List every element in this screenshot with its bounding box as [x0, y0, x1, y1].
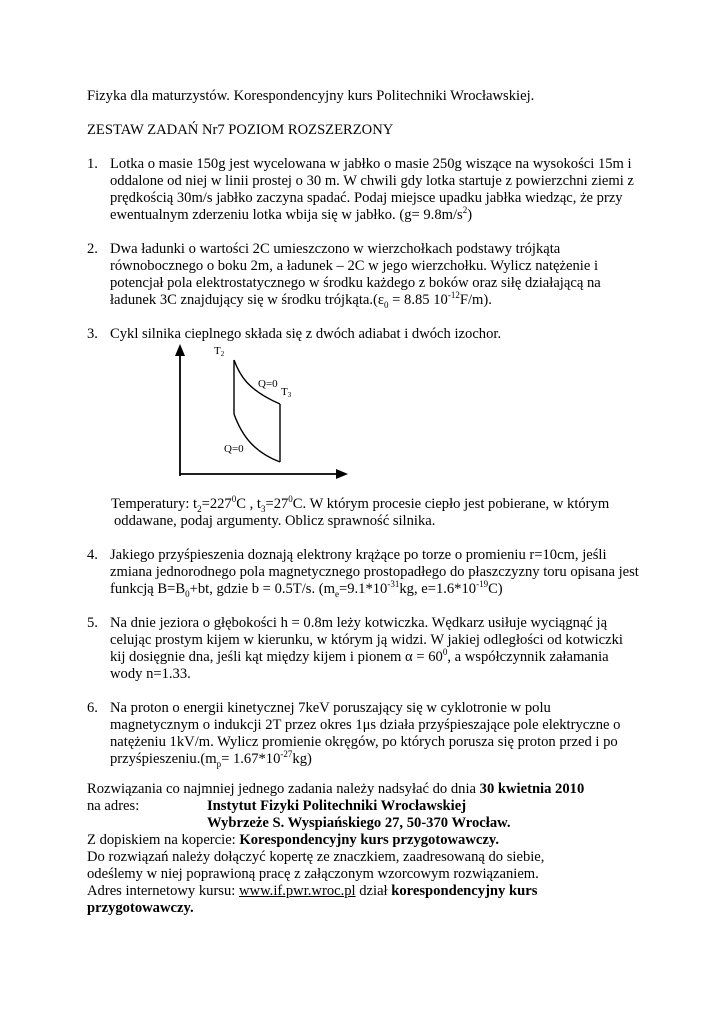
- problem-line: celując prostym kijem w kierunku, w którym ją widzi. W jakiej odległości od kotwiczki: [110, 632, 623, 648]
- problem-line: Na dnie jeziora o głębokości h = 0.8m leży kotwiczka. Wędkarz usiłuje wyciągnąć ją: [110, 615, 608, 631]
- problem-number: 3.: [87, 326, 98, 342]
- envelope-note: Z dopiskiem na kopercie: Korespondencyjny kurs przygotowawczy.: [87, 832, 499, 848]
- problem-line: kij dosięgnie dna, jeśli kąt między kijem i pionem $\alpha = 60^0$, a współczynnik załamania: [110, 647, 609, 665]
- street-address: Wybrzeże S. Wyspiańskiego 27, 50-370 Wrocław.: [207, 815, 511, 831]
- problem-line: Dwa ładunki o wartości 2C umieszczono w wierzchołkach podstawy trójkąta: [110, 241, 561, 257]
- envelope-instruction: Do rozwiązań należy dołączyć kopertę ze znaczkiem, zaadresowaną do siebie,: [87, 849, 545, 865]
- temperatures-line: Temperatury: $t_2=227^0C$ , $t_3=27^0C$. W którym procesie ciepło jest pobierane, w którym: [111, 494, 610, 514]
- problem-line: wody n=1.33.: [110, 666, 191, 682]
- problem-number: 5.: [87, 615, 98, 631]
- problem-line: Na proton o energii kinetycznej 7keV poruszający się w cyklotronie w polu: [110, 700, 551, 716]
- label-t3: T3: [281, 386, 292, 399]
- y-axis-arrow: [175, 344, 185, 356]
- problem-line: Lotka o masie 150g jest wycelowana w jabłko o masie 250g wiszące na wysokości 15m i: [110, 156, 632, 172]
- website-line: Adres internetowy kursu: www.if.pwr.wroc.pl dział korespondencyjny kurs: [87, 883, 538, 899]
- institute-name: Instytut Fizyki Politechniki Wrocławskiej: [207, 798, 467, 814]
- problem-line: Jakiego przyśpieszenia doznają elektrony krążące po torze o promieniu r=10cm, jeśli: [110, 547, 607, 563]
- problem-number: 1.: [87, 156, 98, 172]
- problem-line: Cykl silnika cieplnego składa się z dwóch adiabat i dwóch izochor.: [110, 326, 502, 342]
- website-line-2: przygotowawczy.: [87, 900, 194, 916]
- label-t2: T2: [214, 345, 225, 358]
- deadline-date: 30 kwietnia 2010: [479, 781, 585, 797]
- label-q-top: Q=0: [258, 378, 278, 390]
- label-q-bottom: Q=0: [224, 443, 244, 455]
- problem-line: oddalone od niej w linii prostej o 30 m. W chwili gdy lotka startuje z powierzchni ziemi z: [110, 173, 634, 189]
- problem-line: oddawane, podaj argumenty. Oblicz sprawność silnika.: [114, 513, 436, 529]
- problem-line: potencjał pola elektrostatycznego w środku każdego z boków oraz siłę działającą na: [110, 275, 601, 291]
- problem-line: funkcją $B=B_0+bt$, gdzie b = 0.5T/s. ($m_e=9.1*10^{-31}kg$, $e=1.6*10^{-19}C$): [110, 579, 503, 599]
- problem-number: 2.: [87, 241, 98, 257]
- pv-cycle-diagram: [168, 342, 358, 482]
- problem-line: zmiana jednorodnego pola magnetycznego prostopadłego do płaszczyzny toru opisana jest: [110, 564, 639, 580]
- x-axis-arrow: [336, 469, 348, 479]
- problem-line: ewentualnym zderzeniu lotka wbija się w jabłko. $(g= 9.8m/s^2)$: [110, 205, 473, 223]
- envelope-instruction-2: odeślemy w niej poprawioną pracę z załączonym wzorcowym rozwiązaniem.: [87, 866, 539, 882]
- problem-line: prędkością 30m/s jabłko zaczyna spadać. Podaj miejsce upadku jabłka wiedząc, że przy: [110, 190, 623, 206]
- set-title: ZESTAW ZADAŃ Nr7 POZIOM ROZSZERZONY: [87, 122, 394, 138]
- deadline-line: Rozwiązania co najmniej jednego zadania należy nadsyłać do dnia 30 kwietnia 2010: [87, 781, 585, 797]
- address-label: na adres:: [87, 798, 140, 814]
- problem-line: ładunek 3C znajdujący się w środku $trójkąta.(\varepsilon_0 = 8.85$ $10^{-12}F/m$).: [110, 290, 492, 310]
- problem-line: $przyśpieszeniu.(m_p= 1.67*10^{-27}kg)$: [110, 749, 312, 769]
- website-link[interactable]: www.if.pwr.wroc.pl: [239, 883, 356, 899]
- problem-line: magnetycznym o indukcji 2T przez okres 1μs działa przyśpieszające pole elektryczne o: [110, 717, 621, 733]
- problem-number: 4.: [87, 547, 98, 563]
- problem-line: natężeniu 1kV/m. Wylicz promienie okręgów, po których porusza się proton przed i po: [110, 734, 618, 750]
- course-header: Fizyka dla maturzystów. Korespondencyjny kurs Politechniki Wrocławskiej.: [87, 88, 535, 104]
- problem-number: 6.: [87, 700, 98, 716]
- problem-line: równobocznego o boku 2m, a ładunek – 2C w jego wierzchołku. Wylicz natężenie i: [110, 258, 598, 274]
